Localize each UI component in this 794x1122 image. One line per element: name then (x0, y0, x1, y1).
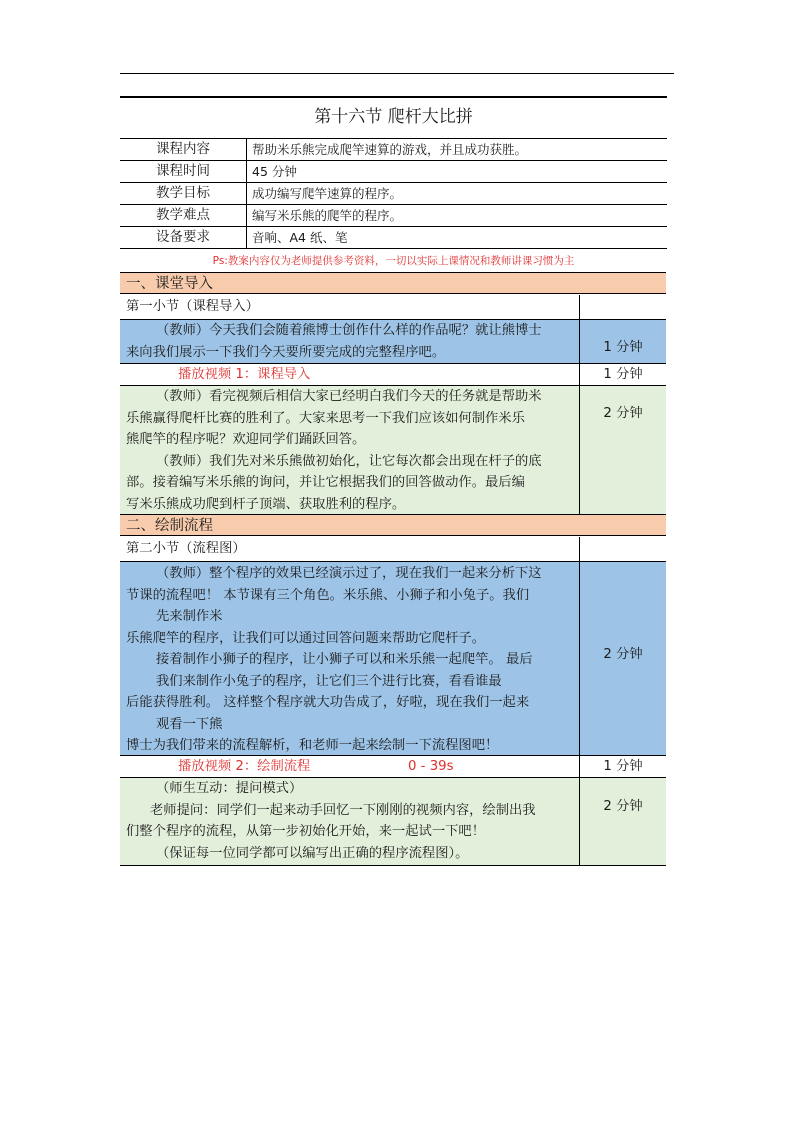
column-divider (579, 537, 580, 865)
time-cell: 1 分钟 (580, 756, 666, 777)
section-heading: 一、课堂导入 (120, 272, 666, 294)
paragraph-line: 先来制作米 (156, 609, 223, 624)
paragraph-line: 熊爬竿的程序呢？欢迎同学们踊跃回答。 (126, 432, 366, 447)
subsection-title: 第二小节（流程图） (120, 537, 580, 561)
title-rule (120, 96, 667, 98)
teacher-paragraph (120, 386, 580, 514)
paragraph-line: 博士为我们带来的流程解析，和老师一起来绘制一下流程图吧！ (126, 738, 499, 753)
paragraph-line: 老师提问：同学们一起来动手回忆一下刚刚的视频内容，绘制出我 (150, 802, 536, 818)
teacher-paragraph (120, 562, 580, 755)
paragraph-line: （教师）看完视频后相信大家已经明白我们今天的任务就是帮助米 (156, 389, 542, 404)
info-row (120, 205, 667, 227)
page-title: 第十六节 爬杆大比拼 (314, 107, 473, 127)
paragraph-line: 来向我们展示一下我们今天要所要完成的完整程序吧。 (126, 344, 446, 360)
paragraph-line: 后能获得胜利。 这样整个程序就大功告成了，好啦，现在我们一起来 (126, 695, 530, 710)
paragraph-line: （教师）今天我们会随着熊博士创作什么样的作品呢？就让熊博士 (156, 323, 542, 338)
time-cell: 2 分钟 (580, 562, 666, 755)
paragraph-line: （教师）整个程序的效果已经演示过了，现在我们一起来分析下这 (156, 566, 542, 581)
info-row (120, 139, 667, 161)
paragraph-line: （教师）我们先对米乐熊做初始化，让它每次都会出现在杆子的底 (156, 453, 542, 469)
interaction-paragraph (120, 778, 580, 865)
teacher-paragraph (120, 320, 580, 363)
info-value: 帮助米乐熊完成爬竿速算的游戏，并且成功获胜。 (247, 139, 668, 161)
time-cell: 2 分钟 (580, 386, 666, 514)
info-label: 教学难点 (120, 205, 247, 227)
time-cell: 1 分钟 (580, 320, 666, 363)
video-time-range: 0 - 39s (408, 759, 454, 774)
info-value: 编写米乐熊的爬竿的程序。 (247, 205, 668, 227)
video-row (120, 756, 580, 777)
paragraph-line: （保证每一位同学都可以编写出正确的程序流程图）。 (156, 845, 469, 861)
info-row (120, 183, 667, 205)
info-value: 成功编写爬竿速算的程序。 (247, 183, 668, 205)
info-row (120, 227, 667, 249)
paragraph-line: 乐熊赢得爬杆比赛的胜利了。大家来思考一下我们应该如何制作米乐 (126, 410, 525, 426)
header-rule (120, 73, 674, 74)
disclaimer-note: Ps:教案内容仅为老师提供参考资料，一切以实际上课情况和教师讲课习惯为主 (212, 255, 575, 267)
video-label: 播放视频 2：绘制流程 (178, 759, 311, 774)
paragraph-line: 节课的流程吧！ 本节课有三个角色。米乐熊、小狮子和小兔子。我们 (126, 587, 530, 603)
info-row (120, 161, 667, 183)
time-cell (580, 537, 666, 561)
time-cell: 1 分钟 (580, 364, 666, 385)
subsection-title: 第一小节（课程导入） (120, 295, 580, 319)
info-label: 课程内容 (120, 139, 247, 161)
course-info-table (120, 138, 667, 249)
table-bottom-rule (120, 865, 666, 866)
info-label: 教学目标 (120, 183, 247, 205)
paragraph-line: （师生互动：提问模式） (156, 781, 303, 796)
paragraph-line: 们整个程序的流程，从第一步初始化开始，来一起试一下吧！ (126, 824, 486, 839)
paragraph-line: 观看一下熊 (156, 716, 223, 732)
info-value: 音响、A4 纸、笔 (247, 227, 668, 249)
info-label: 课程时间 (120, 161, 247, 183)
info-label: 设备要求 (120, 227, 247, 249)
info-value: 45 分钟 (247, 161, 668, 183)
paragraph-line: 我们来制作小兔子的程序，让它们三个进行比赛，看看谁最 (156, 673, 502, 689)
column-divider (579, 295, 580, 514)
video-label: 播放视频 1：课程导入 (178, 367, 311, 382)
time-cell (580, 295, 666, 319)
paragraph-line: 接着制作小狮子的程序，让小狮子可以和米乐熊一起爬竿。 最后 (156, 652, 533, 667)
paragraph-line: 部。接着编写米乐熊的询问，并让它根据我们的回答做动作。最后编 (126, 475, 525, 490)
video-row (120, 364, 580, 385)
section-heading: 二、绘制流程 (120, 514, 666, 536)
paragraph-line: 写米乐熊成功爬到杆子顶端、获取胜利的程序。 (126, 496, 406, 512)
time-cell: 2 分钟 (580, 778, 666, 865)
paragraph-line: 乐熊爬竿的程序，让我们可以通过回答问题来帮助它爬杆子。 (126, 630, 486, 646)
